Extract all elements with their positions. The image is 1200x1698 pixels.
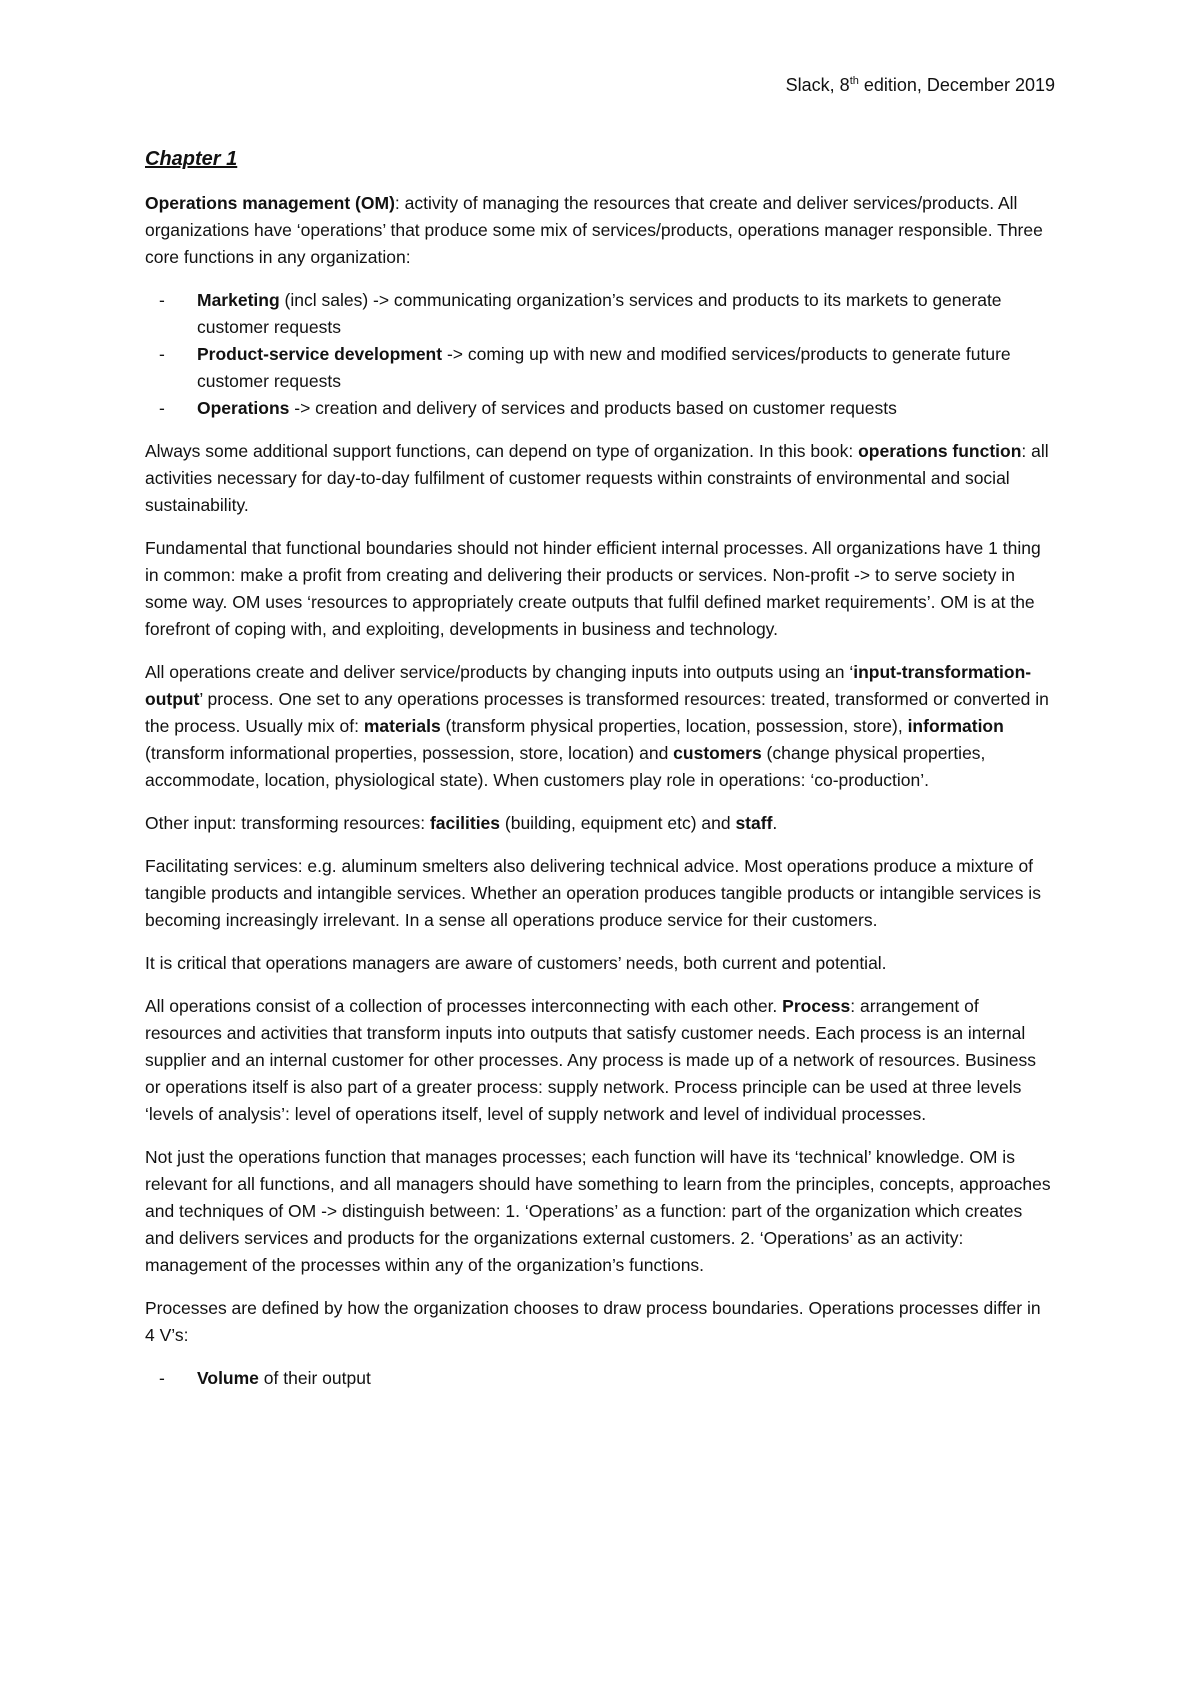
paragraph-input-transformation (145, 659, 1055, 794)
list-item (145, 341, 1055, 395)
text-run: Other input: transforming resources: (145, 813, 430, 833)
list-item (145, 287, 1055, 341)
text-run: (building, equipment etc) and (500, 813, 736, 833)
bold-term: customers (673, 743, 762, 763)
bold-term: Product-service development (197, 344, 443, 364)
text-run: -> coming up with new and modified services/products to generate future customer requests (197, 344, 1011, 391)
paragraph-om-definition (145, 190, 1055, 271)
bold-term: Marketing (197, 290, 280, 310)
header-text: Slack, 8 (785, 75, 850, 95)
page-header (786, 75, 1055, 96)
four-vs-list (145, 1365, 1055, 1392)
text-run: : all activities necessary for day-to-day fulfilment of customer requests within constraints of environmental and social sustainability. (145, 441, 1049, 515)
text-run: All operations create and deliver service/products by changing inputs into outputs using an ‘ (145, 662, 854, 682)
text-run: ’ process. One set to any operations processes is transformed resources: treated, transformed or converted in the process. Usually mix of: (145, 689, 1049, 736)
text-run: . (772, 813, 778, 833)
text-run: All operations consist of a collection of processes interconnecting with each other. (145, 996, 783, 1016)
text-run: : activity of managing the resources that create and deliver services/products. All organizations have ‘operations’ that produce some mix of services/products, operations manager responsible. Three core functions in any organization: (145, 193, 1043, 267)
paragraph-functional-boundaries: Fundamental that functional boundaries should not hinder efficient internal processes. All organizations have 1 thing in common: make a profit from creating and delivering their products or services. Non-profit -> to serve society in some way. OM uses ‘resources to appropriately create outputs that fulfil defined market requirements’. OM is at the forefront of coping with, and exploiting, developments in business and technology. (145, 538, 1041, 639)
bold-term: input-transformation-output (145, 662, 1032, 709)
bold-term: information (907, 716, 1004, 736)
text-run: -> creation and delivery of services and products based on customer requests (289, 398, 897, 418)
paragraph-process-boundaries: Processes are defined by how the organization chooses to draw process boundaries. Operations processes differ in 4 V’s: (145, 1298, 1041, 1345)
chapter-title: Chapter 1 (145, 148, 238, 170)
paragraph-support-functions (145, 438, 1055, 519)
text-run: : arrangement of resources and activities that transform inputs into outputs that satisfy customer needs. Each process is an internal supplier and an internal customer for other processes. Any process is made up of a network of resources. Business or operations itself is also part of a greater process: supply network. Process principle can be used at three levels ‘levels of analysis’: level of operations itself, level of supply network and level of individual processes. (145, 996, 1037, 1124)
paragraph-customer-needs: It is critical that operations managers are aware of customers’ needs, both current and potential. (145, 953, 887, 973)
text-run: (transform physical properties, location, possession, store), (440, 716, 908, 736)
bold-term: Volume (197, 1368, 259, 1388)
header-superscript: th (849, 75, 859, 87)
bold-term: Operations management (OM) (145, 193, 395, 213)
bold-term: Process (782, 996, 851, 1016)
paragraph-technical-knowledge: Not just the operations function that manages processes; each function will have its ‘technical’ knowledge. OM is relevant for all functions, and all managers should have something to learn from the principles, concepts, approaches and techniques of OM -> distinguish between: 1. ‘Operations’ as a function: part of the organization which creates and delivers services and products for the organizations external customers. 2. ‘Operations’ as an activity: management of the processes within any of the organization’s functions. (145, 1147, 1051, 1275)
document-body (145, 190, 1055, 1408)
paragraph-facilitating-services: Facilitating services: e.g. aluminum smelters also delivering technical advice. Most operations produce a mixture of tangible products and intangible services. Whether an operation produces tangible products or intangible services is becoming increasingly irrelevant. In a sense all operations produce service for their customers. (145, 856, 1041, 930)
text-run: (transform informational properties, possession, store, location) and (145, 743, 674, 763)
paragraph-process (145, 993, 1055, 1128)
text-run: of their output (258, 1368, 371, 1388)
bold-term: materials (363, 716, 441, 736)
list-item (145, 1365, 1055, 1392)
text-run: Always some additional support functions, can depend on type of organization. In this book: (145, 441, 859, 461)
core-functions-list (145, 287, 1055, 422)
bold-term: facilities (429, 813, 501, 833)
list-item (145, 395, 1055, 422)
bold-term: Operations (197, 398, 290, 418)
bold-term: operations function (858, 441, 1022, 461)
text-run: (incl sales) -> communicating organization’s services and products to its markets to generate customer requests (197, 290, 1002, 337)
header-text-suffix: edition, December 2019 (858, 75, 1055, 95)
text-run: (change physical properties, accommodate, location, physiological state). When customers play role in operations: ‘co-production’. (145, 743, 986, 790)
bold-term: staff (735, 813, 773, 833)
paragraph-transforming-resources (145, 810, 1055, 837)
